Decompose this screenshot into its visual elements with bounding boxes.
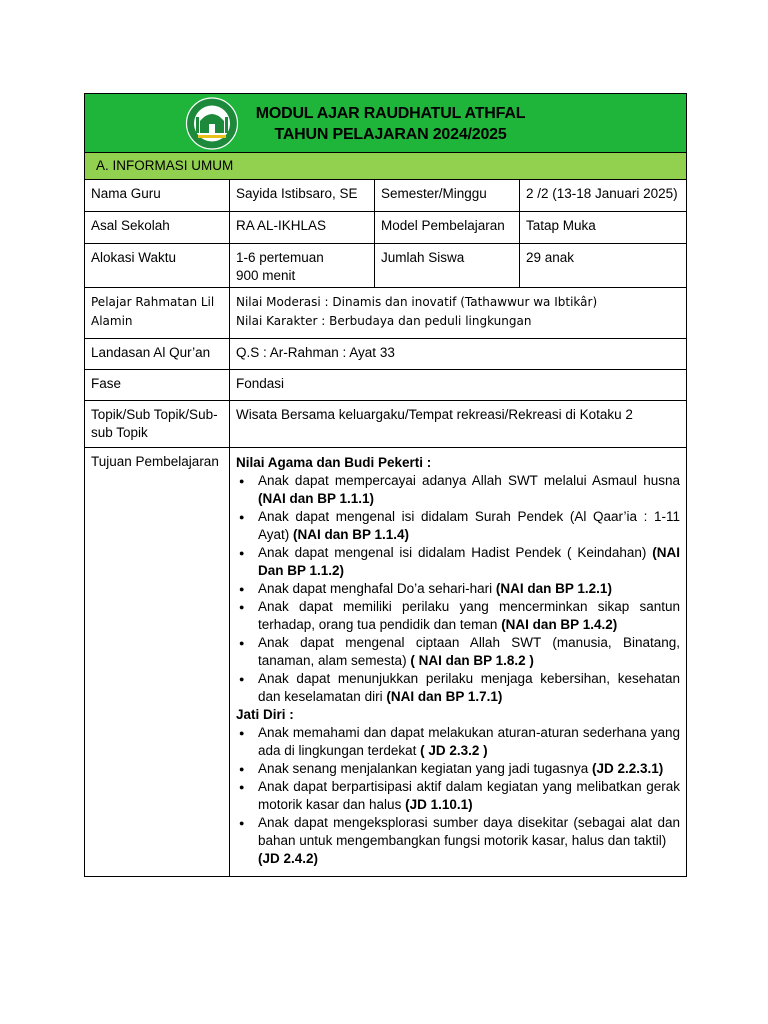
semester-label: Semester/Minggu [375, 180, 520, 212]
topik-label: Topik/Sub Topik/Sub-sub Topik [85, 401, 230, 448]
section-heading [85, 153, 687, 180]
jumlah-siswa-value: 29 anak [520, 244, 687, 288]
tujuan-content [230, 448, 687, 877]
nama-guru-value: Sayida Istibsaro, SE [230, 180, 375, 212]
nilai-agama-list [236, 472, 680, 706]
jumlah-siswa-label: Jumlah Siswa [375, 244, 520, 288]
list-item: ● Anak dapat memiliki perilaku yang mencerminkan sikap santun terhadap, orang tua pendidik dan teman (NAI dan BP 1.4.2) [236, 598, 680, 634]
module-table [84, 93, 687, 877]
fase-label: Fase [85, 370, 230, 401]
model-label: Model Pembelajaran [375, 212, 520, 244]
nilai-karakter: Nilai Karakter : Berbudaya dan peduli lingkungan [236, 314, 532, 328]
list-item: ● Anak dapat berpartisipasi aktif dalam kegiatan yang melibatkan gerak motorik kasar dan halus (JD 1.10.1) [236, 778, 680, 814]
nilai-agama-heading: Nilai Agama dan Budi Pekerti : [236, 455, 432, 470]
list-item: ● Anak memahami dan dapat melakukan aturan-aturan sederhana yang ada di lingkungan terdekat ( JD 2.3.2 ) [236, 724, 680, 760]
jati-diri-list [236, 724, 680, 868]
module-header [85, 94, 687, 153]
semester-value: 2 /2 (13-18 Januari 2025) [520, 180, 687, 212]
nilai-moderasi: Nilai Moderasi : Dinamis dan inovatif (Tathawwur wa Ibtikâr) [236, 295, 598, 309]
tujuan-label: Tujuan Pembelajaran [85, 448, 230, 877]
section-label: A. INFORMASI UMUM [96, 158, 234, 173]
nama-guru-label: Nama Guru [85, 180, 230, 212]
landasan-value: Q.S : Ar-Rahman : Ayat 33 [230, 339, 687, 370]
jati-diri-heading: Jati Diri : [236, 707, 294, 722]
pelajar-value [230, 288, 687, 339]
asal-sekolah-label: Asal Sekolah [85, 212, 230, 244]
topik-value: Wisata Bersama keluargaku/Tempat rekreasi/Rekreasi di Kotaku 2 [230, 401, 687, 448]
list-item: ● Anak dapat mengenal isi didalam Hadist Pendek ( Keindahan) (NAI Dan BP 1.1.2) [236, 544, 680, 580]
module-title [225, 103, 556, 145]
alokasi-value [230, 244, 375, 288]
pelajar-label: Pelajar Rahmatan Lil Alamin [85, 288, 230, 339]
model-value: Tatap Muka [520, 212, 687, 244]
list-item: ● Anak dapat mengenal isi didalam Surah Pendek (Al Qaar’ia : 1-11 Ayat) (NAI dan BP 1.1.4) [236, 508, 680, 544]
list-item: ● Anak dapat mengenal ciptaan Allah SWT (manusia, Binatang, tanaman, alam semesta) ( NAI dan BP 1.8.2 ) [236, 634, 680, 670]
list-item: ● Anak senang menjalankan kegiatan yang jadi tugasnya (JD 2.2.3.1) [236, 760, 680, 778]
list-item: ● Anak dapat menunjukkan perilaku menjaga kebersihan, kesehatan dan keselamatan diri (NAI dan BP 1.7.1) [236, 670, 680, 706]
alokasi-line-1: 1-6 pertemuan [236, 250, 324, 265]
alokasi-line-2: 900 menit [236, 268, 296, 283]
landasan-label: Landasan Al Qur’an [85, 339, 230, 370]
module-document [84, 93, 686, 877]
alokasi-label: Alokasi Waktu [85, 244, 230, 288]
title-line-2: TAHUN PELAJARAN 2024/2025 [274, 126, 507, 143]
asal-sekolah-value: RA AL-IKHLAS [230, 212, 375, 244]
fase-value: Fondasi [230, 370, 687, 401]
list-item: ● Anak dapat mempercayai adanya Allah SWT melalui Asmaul husna (NAI dan BP 1.1.1) [236, 472, 680, 508]
list-item: ● Anak dapat mengeksplorasi sumber daya disekitar (sebagai alat dan bahan untuk mengembangkan fungsi motorik kasar, halus dan taktil) (JD 2.4.2) [236, 814, 680, 868]
list-item: ● Anak dapat menghafal Do’a sehari-hari (NAI dan BP 1.2.1) [236, 580, 680, 598]
title-line-1: MODUL AJAR RAUDHATUL ATHFAL [255, 105, 526, 122]
